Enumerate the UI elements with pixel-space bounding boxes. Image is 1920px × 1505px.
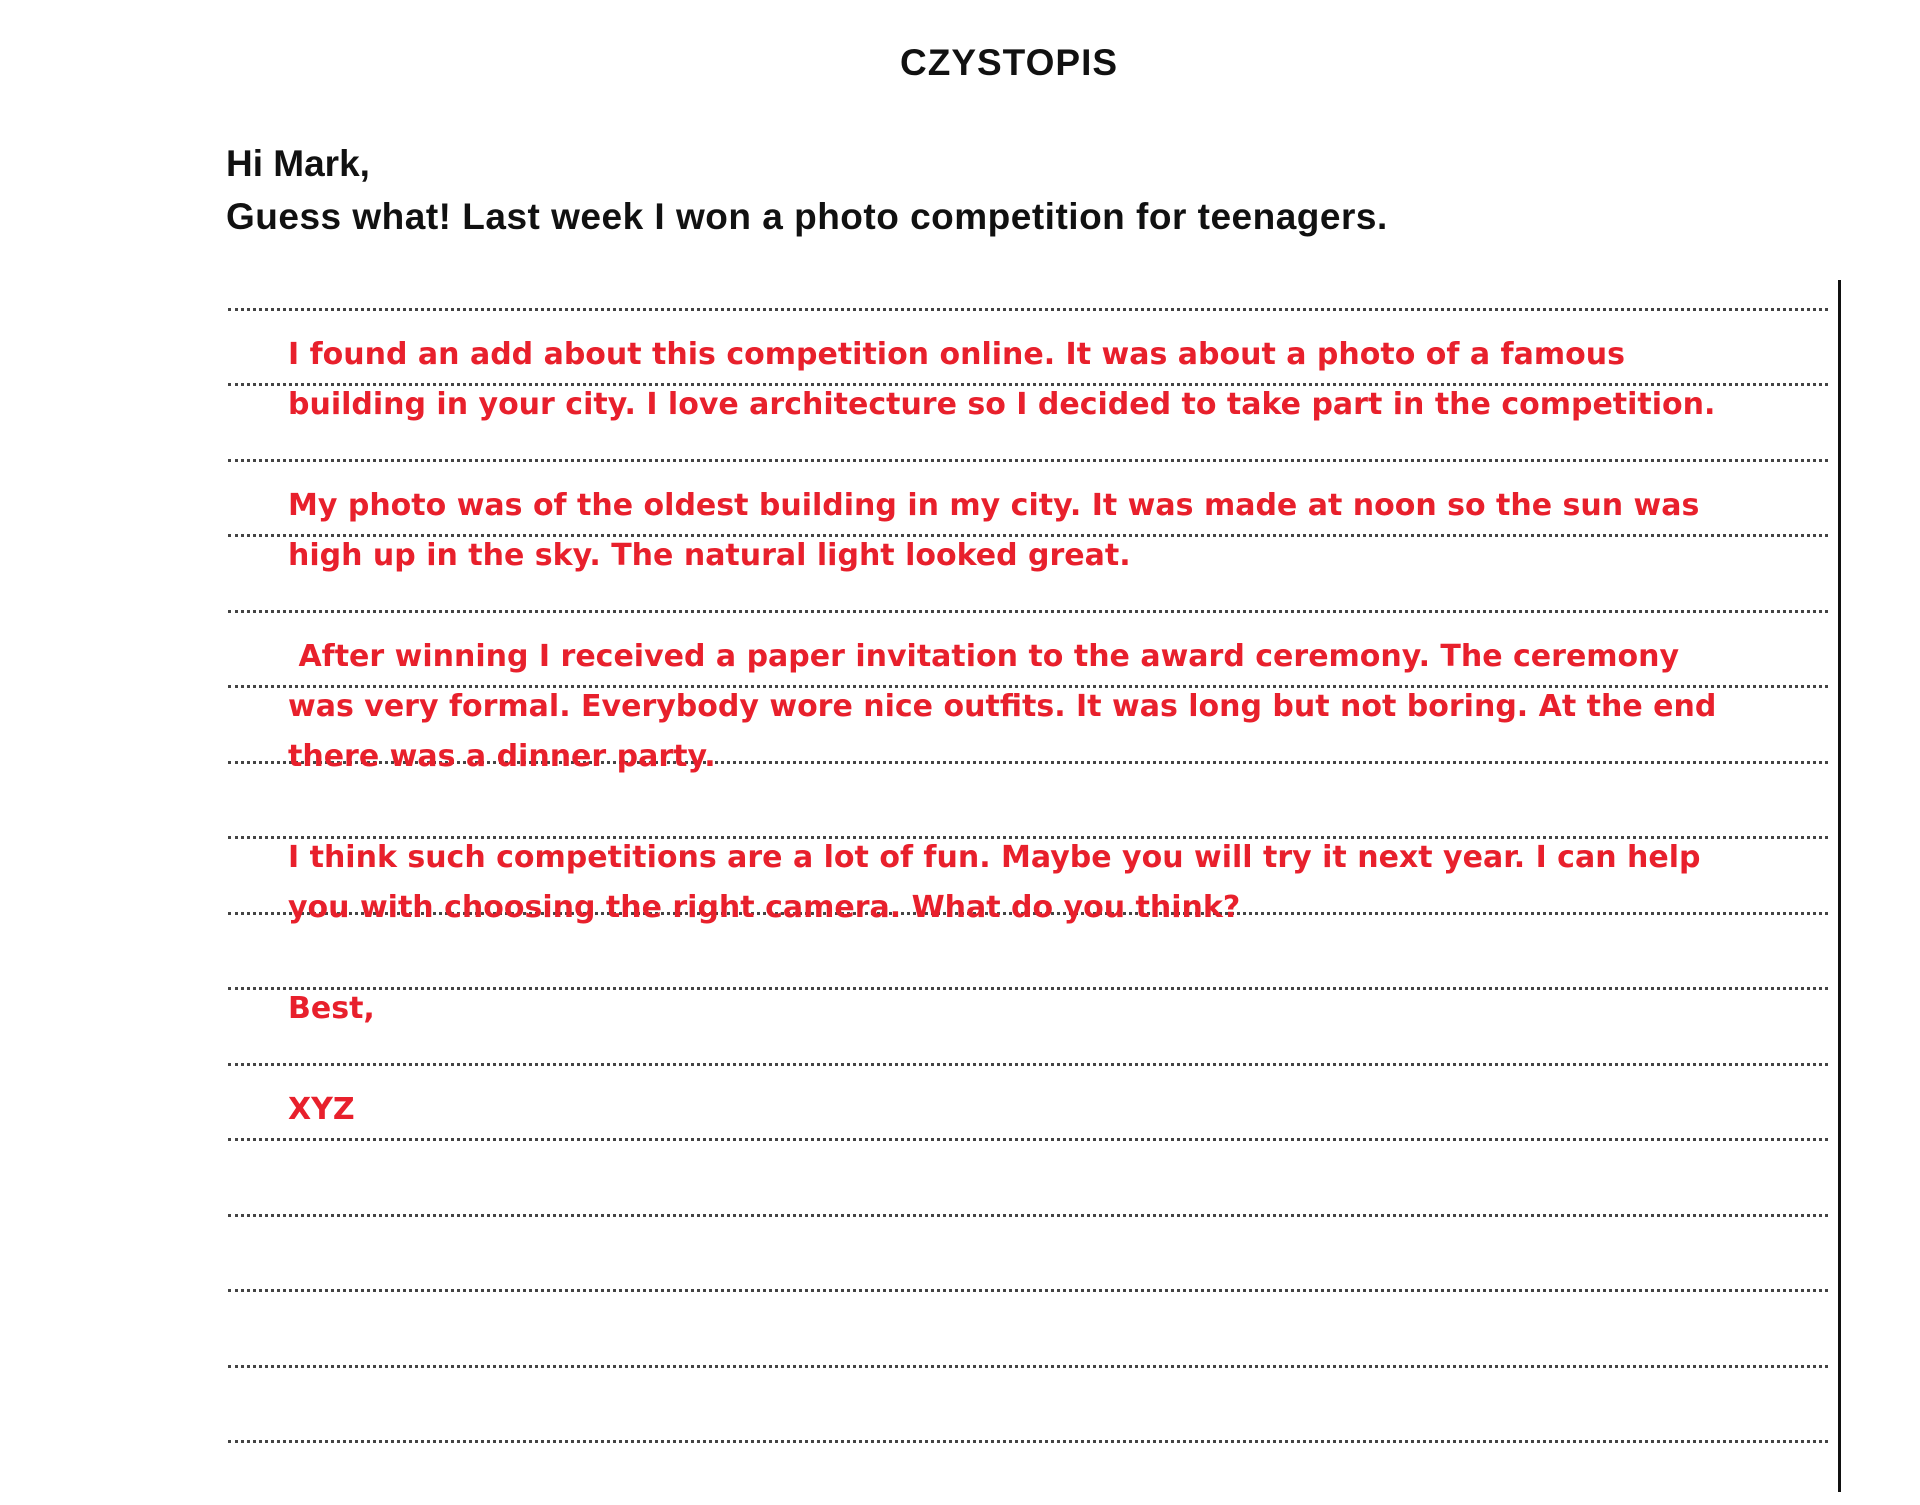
writing-line [228,1063,1828,1066]
writing-line [228,308,1828,311]
letter-opening-sentence: Guess what! Last week I won a photo competition for teenagers. [226,196,1388,237]
right-margin-rule [1838,280,1841,1492]
answer-line: My photo was of the oldest building in my city. It was made at noon so the sun was [288,488,1700,523]
letter-closing: Best, [288,991,375,1026]
letter-greeting: Hi Mark, [226,143,370,184]
answer-line: After winning I received a paper invitation to the award ceremony. The ceremony [288,639,1680,674]
writing-line [228,1214,1828,1217]
answer-line: you with choosing the right camera. What do you think? [288,890,1241,925]
answer-line: was very formal. Everybody wore nice outfits. It was long but not boring. At the end [288,689,1717,724]
writing-line [228,610,1828,613]
answer-line: there was a dinner party. [288,739,716,774]
writing-line [228,459,1828,462]
writing-line [228,987,1828,990]
answer-line: high up in the sky. The natural light looked great. [288,538,1131,573]
letter-signature: XYZ [288,1092,355,1127]
answer-line: I think such competitions are a lot of fun. Maybe you will try it next year. I can help [288,840,1701,875]
writing-line [228,1440,1828,1443]
answer-line: I found an add about this competition online. It was about a photo of a famous [288,337,1625,372]
writing-line [228,1365,1828,1368]
writing-line [228,1138,1828,1141]
page-title: CZYSTOPIS [900,42,1119,83]
answer-line: building in your city. I love architecture so I decided to take part in the competition. [288,387,1716,422]
writing-line [228,1289,1828,1292]
